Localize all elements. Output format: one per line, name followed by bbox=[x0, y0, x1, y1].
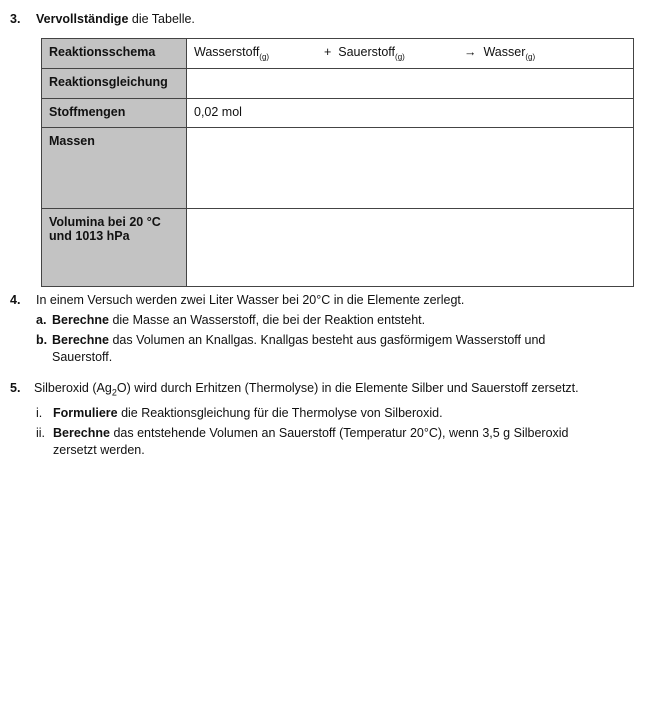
task-5-i-text: die Reaktionsgleichung für die Thermolyse von Silberoxid. bbox=[117, 405, 443, 420]
scheme-reactant-2: + Sauerstoff$_{(g)}$ bbox=[324, 45, 405, 62]
task-5-i-label: i. bbox=[36, 405, 43, 420]
label-reaction-scheme: Reaktionsschema bbox=[42, 39, 187, 69]
task-5-text-b: O) wird durch Erhitzen (Thermolyse) in die Elemente Silber und Sauerstoff zersetzt. bbox=[116, 381, 579, 395]
label-volumes bbox=[42, 209, 187, 287]
task-3-verb: Vervollständige bbox=[36, 12, 129, 26]
task-4a-text: die Masse an Wasserstoff, die bei der Reaktion entsteht. bbox=[108, 313, 426, 327]
task-5-ii bbox=[36, 425, 611, 459]
arrow-icon: → bbox=[464, 45, 477, 59]
task-4-text: In einem Versuch werden zwei Liter Wasser bei 20°C in die Elemente zerlegt. bbox=[36, 293, 465, 307]
task-5-i-verb: Formuliere bbox=[53, 405, 118, 420]
table-row-reaction-scheme bbox=[42, 39, 634, 69]
task-4a-verb: Berechne bbox=[52, 313, 109, 327]
scheme-product: → Wasser$_{(g)}$ bbox=[464, 45, 536, 62]
task-5-ii-label: ii. bbox=[36, 425, 46, 440]
label-masses: Massen bbox=[42, 128, 187, 209]
cell-reaction-scheme bbox=[187, 39, 634, 69]
reaction-scheme bbox=[194, 45, 626, 62]
task-4b-text: das Volumen an Knallgas. Knallgas besteht aus gasförmigem Wasserstoff und Sauerstoff. bbox=[52, 333, 546, 364]
reaction-table bbox=[41, 38, 634, 287]
cell-reaction-equation[interactable] bbox=[187, 69, 634, 99]
task-5 bbox=[10, 380, 640, 459]
cell-volumes[interactable] bbox=[187, 209, 634, 287]
task-4a-label: a. bbox=[36, 313, 47, 327]
task-5-i bbox=[36, 405, 640, 422]
task-5-number: 5. bbox=[10, 381, 21, 395]
task-4b-verb: Berechne bbox=[52, 333, 109, 347]
task-5-intro bbox=[10, 380, 640, 402]
table-row-reaction-equation bbox=[42, 69, 634, 99]
cell-masses[interactable] bbox=[187, 128, 634, 209]
task-4b-label: b. bbox=[36, 333, 48, 347]
task-5-text-a: Silberoxid (Ag bbox=[34, 381, 112, 395]
task-4a bbox=[36, 312, 640, 329]
table-row-amounts bbox=[42, 99, 634, 128]
label-reaction-equation: Reaktionsgleichung bbox=[42, 69, 187, 99]
cell-amounts[interactable]: 0,02 mol bbox=[187, 99, 634, 128]
task-3-heading bbox=[10, 12, 650, 26]
task-4b bbox=[36, 332, 596, 366]
label-amounts: Stoffmengen bbox=[42, 99, 187, 128]
plus-sign: + bbox=[324, 45, 332, 59]
table-row-volumes bbox=[42, 209, 634, 287]
table-row-masses bbox=[42, 128, 634, 209]
task-4-intro bbox=[10, 292, 640, 309]
label-volumes-line-2: und 1013 hPa bbox=[49, 229, 130, 243]
task-5-ii-verb: Berechne bbox=[53, 425, 110, 440]
task-3-number: 3. bbox=[10, 12, 21, 26]
task-5-subscript: 2 bbox=[111, 387, 117, 398]
task-5-ii-text: das entstehende Volumen an Sauerstoff (Temperatur 20°C), wenn 3,5 g Silberoxid zersetzt werden. bbox=[53, 425, 569, 457]
task-4 bbox=[10, 292, 640, 366]
label-volumes-line-1: Volumina bei 20 °C bbox=[49, 215, 161, 229]
task-4-number: 4. bbox=[10, 293, 21, 307]
task-3-text: die Tabelle. bbox=[128, 12, 195, 26]
scheme-reactant-1: Wasserstoff$_{(g)}$ bbox=[194, 45, 270, 62]
